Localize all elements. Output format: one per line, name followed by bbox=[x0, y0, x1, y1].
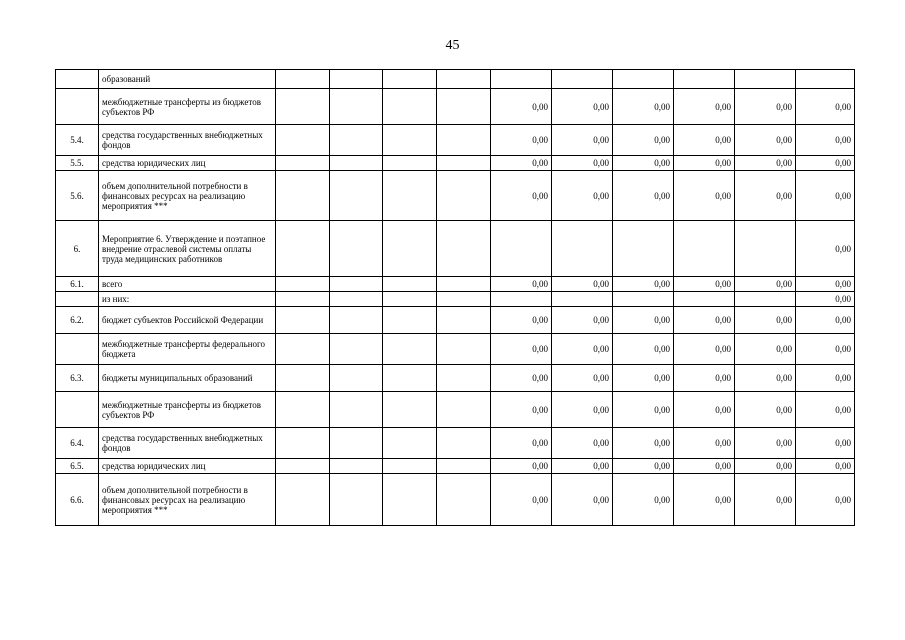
value-cell: 0,00 bbox=[552, 365, 613, 392]
value-cell: 0,00 bbox=[491, 277, 552, 292]
value-cell bbox=[383, 365, 437, 392]
value-cell bbox=[437, 365, 491, 392]
value-cell bbox=[330, 334, 383, 365]
value-cell: 0,00 bbox=[552, 171, 613, 221]
value-cell: 0,00 bbox=[735, 156, 796, 171]
value-cell: 0,00 bbox=[674, 334, 735, 365]
value-cell bbox=[330, 292, 383, 307]
value-cell bbox=[330, 277, 383, 292]
value-cell: 0,00 bbox=[674, 428, 735, 459]
value-cell: 0,00 bbox=[796, 292, 855, 307]
value-cell bbox=[276, 221, 330, 277]
row-number-cell bbox=[56, 89, 99, 125]
value-cell: 0,00 bbox=[552, 125, 613, 156]
value-cell: 0,00 bbox=[613, 156, 674, 171]
value-cell: 0,00 bbox=[735, 307, 796, 334]
value-cell: 0,00 bbox=[613, 392, 674, 428]
value-cell bbox=[330, 428, 383, 459]
value-cell: 0,00 bbox=[796, 171, 855, 221]
table-row bbox=[56, 334, 855, 365]
value-cell bbox=[383, 392, 437, 428]
value-cell bbox=[276, 334, 330, 365]
value-cell bbox=[276, 428, 330, 459]
table-row bbox=[56, 156, 855, 171]
value-cell bbox=[552, 70, 613, 89]
table-row bbox=[56, 392, 855, 428]
value-cell bbox=[276, 474, 330, 526]
value-cell bbox=[674, 70, 735, 89]
value-cell: 0,00 bbox=[491, 474, 552, 526]
value-cell bbox=[330, 474, 383, 526]
value-cell bbox=[383, 171, 437, 221]
value-cell: 0,00 bbox=[735, 334, 796, 365]
row-name-cell: средства юридических лиц bbox=[99, 459, 276, 474]
value-cell: 0,00 bbox=[613, 474, 674, 526]
value-cell bbox=[330, 459, 383, 474]
value-cell: 0,00 bbox=[552, 156, 613, 171]
table-row bbox=[56, 307, 855, 334]
row-name-cell: объем дополнительной потребности в финансовых ресурсах на реализацию мероприятия *** bbox=[99, 171, 276, 221]
value-cell: 0,00 bbox=[735, 277, 796, 292]
value-cell: 0,00 bbox=[613, 125, 674, 156]
value-cell bbox=[383, 292, 437, 307]
value-cell: 0,00 bbox=[735, 392, 796, 428]
value-cell: 0,00 bbox=[613, 171, 674, 221]
value-cell bbox=[491, 70, 552, 89]
value-cell: 0,00 bbox=[674, 459, 735, 474]
row-number-cell: 6.3. bbox=[56, 365, 99, 392]
value-cell: 0,00 bbox=[491, 125, 552, 156]
value-cell: 0,00 bbox=[552, 89, 613, 125]
value-cell: 0,00 bbox=[735, 428, 796, 459]
value-cell bbox=[276, 307, 330, 334]
table-row bbox=[56, 277, 855, 292]
table-row bbox=[56, 89, 855, 125]
budget-table bbox=[55, 69, 855, 526]
value-cell: 0,00 bbox=[735, 365, 796, 392]
value-cell: 0,00 bbox=[491, 365, 552, 392]
value-cell: 0,00 bbox=[552, 428, 613, 459]
value-cell bbox=[491, 221, 552, 277]
value-cell: 0,00 bbox=[491, 89, 552, 125]
value-cell bbox=[330, 365, 383, 392]
value-cell: 0,00 bbox=[491, 459, 552, 474]
row-name-cell: Мероприятие 6. Утверждение и поэтапное внедрение отраслевой системы оплаты труда медицинских работников bbox=[99, 221, 276, 277]
row-number-cell bbox=[56, 334, 99, 365]
row-number-cell: 6.1. bbox=[56, 277, 99, 292]
value-cell bbox=[276, 89, 330, 125]
row-number-cell: 5.4. bbox=[56, 125, 99, 156]
value-cell: 0,00 bbox=[613, 307, 674, 334]
value-cell bbox=[276, 70, 330, 89]
value-cell bbox=[330, 307, 383, 334]
value-cell bbox=[276, 156, 330, 171]
value-cell bbox=[330, 89, 383, 125]
value-cell: 0,00 bbox=[552, 392, 613, 428]
value-cell bbox=[276, 171, 330, 221]
row-number-cell: 6.2. bbox=[56, 307, 99, 334]
table-body bbox=[56, 70, 855, 526]
value-cell: 0,00 bbox=[796, 125, 855, 156]
value-cell bbox=[437, 70, 491, 89]
value-cell bbox=[437, 334, 491, 365]
value-cell bbox=[613, 70, 674, 89]
value-cell: 0,00 bbox=[491, 334, 552, 365]
value-cell: 0,00 bbox=[613, 277, 674, 292]
row-number-cell: 5.6. bbox=[56, 171, 99, 221]
value-cell: 0,00 bbox=[796, 156, 855, 171]
table-row bbox=[56, 474, 855, 526]
value-cell bbox=[613, 292, 674, 307]
row-number-cell: 6.5. bbox=[56, 459, 99, 474]
value-cell bbox=[552, 221, 613, 277]
value-cell: 0,00 bbox=[552, 277, 613, 292]
row-number-cell bbox=[56, 292, 99, 307]
value-cell: 0,00 bbox=[613, 89, 674, 125]
value-cell bbox=[276, 125, 330, 156]
value-cell bbox=[330, 392, 383, 428]
value-cell bbox=[437, 156, 491, 171]
value-cell bbox=[437, 292, 491, 307]
value-cell: 0,00 bbox=[491, 171, 552, 221]
value-cell: 0,00 bbox=[796, 277, 855, 292]
value-cell bbox=[383, 428, 437, 459]
value-cell bbox=[735, 292, 796, 307]
value-cell bbox=[437, 459, 491, 474]
table-row bbox=[56, 171, 855, 221]
value-cell: 0,00 bbox=[674, 474, 735, 526]
table-row bbox=[56, 292, 855, 307]
value-cell bbox=[383, 277, 437, 292]
value-cell: 0,00 bbox=[491, 156, 552, 171]
value-cell bbox=[383, 70, 437, 89]
value-cell bbox=[383, 474, 437, 526]
value-cell bbox=[330, 70, 383, 89]
value-cell bbox=[437, 277, 491, 292]
value-cell bbox=[735, 221, 796, 277]
value-cell bbox=[437, 474, 491, 526]
value-cell bbox=[613, 221, 674, 277]
row-name-cell: межбюджетные трансферты из бюджетов субъектов РФ bbox=[99, 89, 276, 125]
row-name-cell: средства государственных внебюджетных фондов bbox=[99, 428, 276, 459]
value-cell bbox=[383, 459, 437, 474]
value-cell bbox=[330, 221, 383, 277]
row-number-cell bbox=[56, 392, 99, 428]
value-cell: 0,00 bbox=[674, 307, 735, 334]
table-row bbox=[56, 428, 855, 459]
value-cell: 0,00 bbox=[674, 365, 735, 392]
value-cell bbox=[276, 365, 330, 392]
value-cell bbox=[674, 292, 735, 307]
value-cell bbox=[330, 125, 383, 156]
row-name-cell: межбюджетные трансферты федерального бюджета bbox=[99, 334, 276, 365]
value-cell bbox=[276, 459, 330, 474]
value-cell: 0,00 bbox=[796, 221, 855, 277]
value-cell: 0,00 bbox=[796, 474, 855, 526]
row-number-cell: 6.6. bbox=[56, 474, 99, 526]
value-cell bbox=[491, 292, 552, 307]
value-cell: 0,00 bbox=[613, 365, 674, 392]
value-cell bbox=[276, 292, 330, 307]
table-row bbox=[56, 125, 855, 156]
value-cell bbox=[437, 428, 491, 459]
value-cell: 0,00 bbox=[796, 365, 855, 392]
value-cell: 0,00 bbox=[491, 428, 552, 459]
row-name-cell: объем дополнительной потребности в финансовых ресурсах на реализацию мероприятия *** bbox=[99, 474, 276, 526]
value-cell: 0,00 bbox=[491, 307, 552, 334]
value-cell bbox=[437, 125, 491, 156]
value-cell: 0,00 bbox=[796, 459, 855, 474]
value-cell bbox=[383, 89, 437, 125]
table-row bbox=[56, 459, 855, 474]
value-cell: 0,00 bbox=[735, 474, 796, 526]
value-cell: 0,00 bbox=[735, 171, 796, 221]
value-cell bbox=[383, 221, 437, 277]
value-cell: 0,00 bbox=[613, 428, 674, 459]
value-cell: 0,00 bbox=[552, 334, 613, 365]
row-name-cell: средства юридических лиц bbox=[99, 156, 276, 171]
row-name-cell: средства государственных внебюджетных фондов bbox=[99, 125, 276, 156]
value-cell bbox=[276, 277, 330, 292]
value-cell: 0,00 bbox=[674, 125, 735, 156]
value-cell bbox=[330, 171, 383, 221]
value-cell: 0,00 bbox=[613, 334, 674, 365]
value-cell: 0,00 bbox=[796, 334, 855, 365]
page-number: 45 bbox=[445, 38, 460, 53]
value-cell: 0,00 bbox=[674, 156, 735, 171]
value-cell bbox=[383, 125, 437, 156]
value-cell: 0,00 bbox=[796, 89, 855, 125]
row-name-cell: из них: bbox=[99, 292, 276, 307]
value-cell bbox=[796, 70, 855, 89]
value-cell: 0,00 bbox=[735, 459, 796, 474]
value-cell: 0,00 bbox=[491, 392, 552, 428]
value-cell: 0,00 bbox=[674, 277, 735, 292]
value-cell bbox=[383, 307, 437, 334]
table-row bbox=[56, 221, 855, 277]
value-cell bbox=[437, 171, 491, 221]
row-name-cell: бюджет субъектов Российской Федерации bbox=[99, 307, 276, 334]
value-cell: 0,00 bbox=[674, 392, 735, 428]
value-cell: 0,00 bbox=[796, 307, 855, 334]
value-cell bbox=[330, 156, 383, 171]
value-cell: 0,00 bbox=[613, 459, 674, 474]
row-number-cell bbox=[56, 70, 99, 89]
table-row bbox=[56, 365, 855, 392]
row-name-cell: образований bbox=[99, 70, 276, 89]
row-name-cell: всего bbox=[99, 277, 276, 292]
value-cell bbox=[552, 292, 613, 307]
value-cell bbox=[383, 156, 437, 171]
value-cell: 0,00 bbox=[735, 125, 796, 156]
value-cell bbox=[383, 334, 437, 365]
value-cell bbox=[437, 307, 491, 334]
value-cell bbox=[437, 221, 491, 277]
row-number-cell: 6. bbox=[56, 221, 99, 277]
value-cell: 0,00 bbox=[674, 171, 735, 221]
value-cell bbox=[674, 221, 735, 277]
row-number-cell: 5.5. bbox=[56, 156, 99, 171]
value-cell bbox=[735, 70, 796, 89]
value-cell bbox=[276, 392, 330, 428]
value-cell: 0,00 bbox=[674, 89, 735, 125]
value-cell: 0,00 bbox=[796, 392, 855, 428]
value-cell: 0,00 bbox=[552, 307, 613, 334]
table-row bbox=[56, 70, 855, 89]
row-name-cell: межбюджетные трансферты из бюджетов субъектов РФ bbox=[99, 392, 276, 428]
value-cell: 0,00 bbox=[796, 428, 855, 459]
value-cell: 0,00 bbox=[552, 459, 613, 474]
value-cell: 0,00 bbox=[735, 89, 796, 125]
row-name-cell: бюджеты муниципальных образований bbox=[99, 365, 276, 392]
value-cell bbox=[437, 89, 491, 125]
row-number-cell: 6.4. bbox=[56, 428, 99, 459]
value-cell bbox=[437, 392, 491, 428]
value-cell: 0,00 bbox=[552, 474, 613, 526]
